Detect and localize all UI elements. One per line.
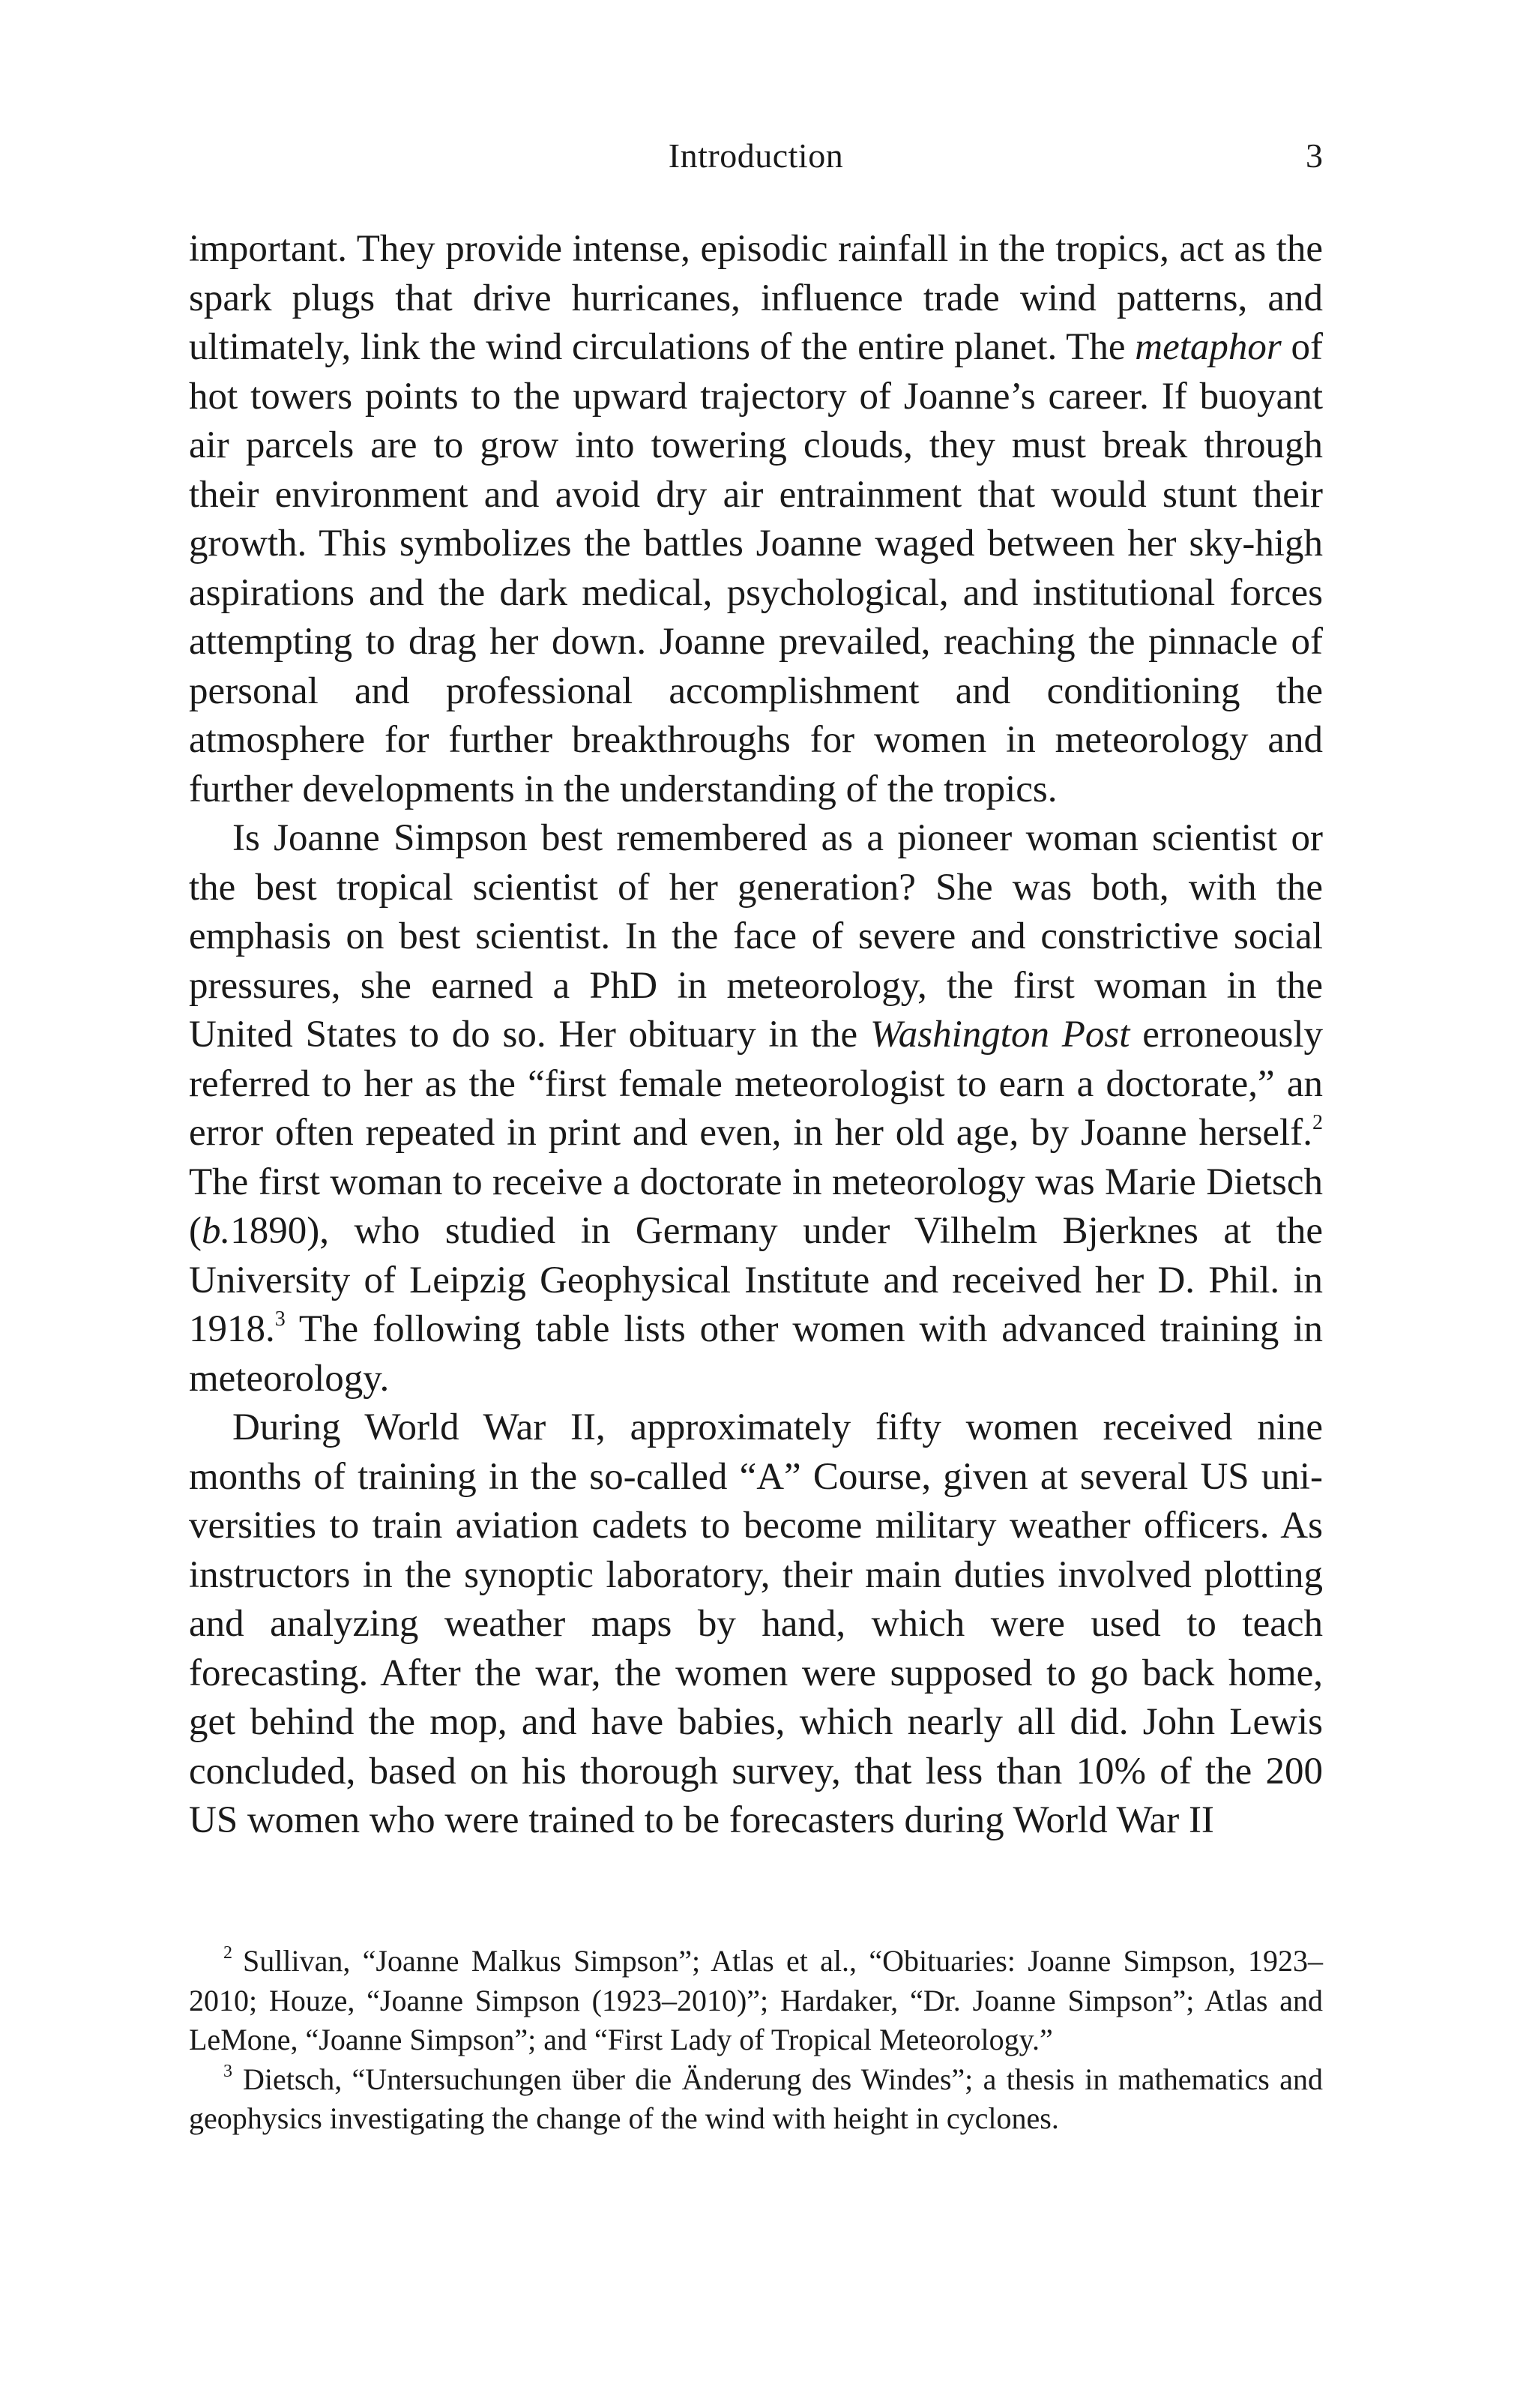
- paragraph-1-text-c: of hot towers points to the upward trajectory of Joanne’s career. If buoyant air parcels are to grow into towering clouds, they must break through their environment and avoid dry air entrainment that would stunt their growth. This symbolizes the battles Joanne waged between her sky-high aspirations and the dark medical, psychological, and institutional forces attempting to drag her down. Joanne prevailed, reaching the pinnacle of personal and professional accomplishment and conditioning the atmosphere for further breakthroughs for women in meteorology and further developments in the understanding of the tropics.: [189, 326, 1324, 810]
- footnote-2: [189, 1942, 1323, 2060]
- footnote-2-marker: 2: [223, 1943, 232, 1963]
- running-head-title: Introduction: [668, 136, 844, 175]
- paragraph-2-text-a: Is Joanne Simpson best remembered as a pioneer woman scientist or the best tropical scientist of her generation? She was both, with the emphasis on best scientist. In the face of severe and constrictive social pressures, she earned a PhD in meteorology, the first woman in the United States to do so. Her obituary in the: [189, 817, 1323, 1056]
- paragraph-2: [189, 814, 1323, 1403]
- paragraph-2-text-g: The following table lists other women with advanced training in meteorology.: [189, 1308, 1323, 1400]
- paragraph-2-italic-born: b.: [201, 1210, 231, 1252]
- paragraph-3-text-a: During World War II, approximately fifty women received nine months of training in the so-called “A” Course, given at several US universities to train aviation cadets to become military weather officers. As instructors in the synoptic laboratory, their main duties involved plotting and analyzing weather maps by hand, which were used to teach forecasting. After the war, the women were supposed to go back home, get behind the mop, and have babies, which nearly all did. John Lewis concluded, based on his thorough survey, that less than 10% of the 200 US women who were trained to be forecasters during World War II: [189, 1406, 1323, 1841]
- paragraph-2-text-f: 1890), who studied in Germany under Vilhelm Bjerknes at the University of Leipzig Geophysical Institute and received her D. Phil. in 1918.: [189, 1210, 1323, 1350]
- paragraph-1: [189, 225, 1323, 814]
- paragraph-3: [189, 1403, 1323, 1846]
- footnote-ref-2[interactable]: 2: [1312, 1110, 1323, 1134]
- paragraph-2-text-c: erroneously referred to her as the “first female meteorologist to earn a doctorate,” an error often repeated in print and even, in her old age, by Joanne herself.: [189, 1014, 1323, 1154]
- paragraph-1-text-a: important. They provide intense, episodic rainfall in the tropics, act as the spark plugs that drive hurricanes, influence trade wind patterns, and ultimately, link the wind circulations of the entire planet. The: [189, 228, 1323, 368]
- footnote-ref-3[interactable]: 3: [274, 1307, 286, 1331]
- footnotes: [189, 1942, 1323, 2139]
- page-number: 3: [1306, 136, 1323, 175]
- paragraph-2-text-d: The first woman to receive a doctorate in meteorology was Marie Dietsch (: [189, 1161, 1323, 1252]
- running-head: [189, 133, 1323, 178]
- footnote-3-text: Dietsch, “Untersuchungen über die Änderung des Windes”; a thesis in mathematics and geophysics investigating the change of the wind with height in cyclones.: [189, 2062, 1323, 2135]
- paragraph-2-italic-newspaper: Washington Post: [869, 1014, 1130, 1056]
- footnote-2-text: Sullivan, “Joanne Malkus Simpson”; Atlas et al., “Obituaries: Joanne Simpson, 1923–2010; Houze, “Joanne Simpson (1923–2010)”; Hardaker, “Dr. Joanne Simpson”; Atlas and LeMone, “Joanne Simpson”; and “First Lady of Tropical Meteorology.”: [189, 1944, 1323, 2056]
- footnote-3: [189, 2060, 1323, 2139]
- body-text: [189, 225, 1323, 1846]
- footnote-3-marker: 3: [223, 2061, 232, 2081]
- paragraph-1-italic-term: metaphor: [1135, 326, 1282, 368]
